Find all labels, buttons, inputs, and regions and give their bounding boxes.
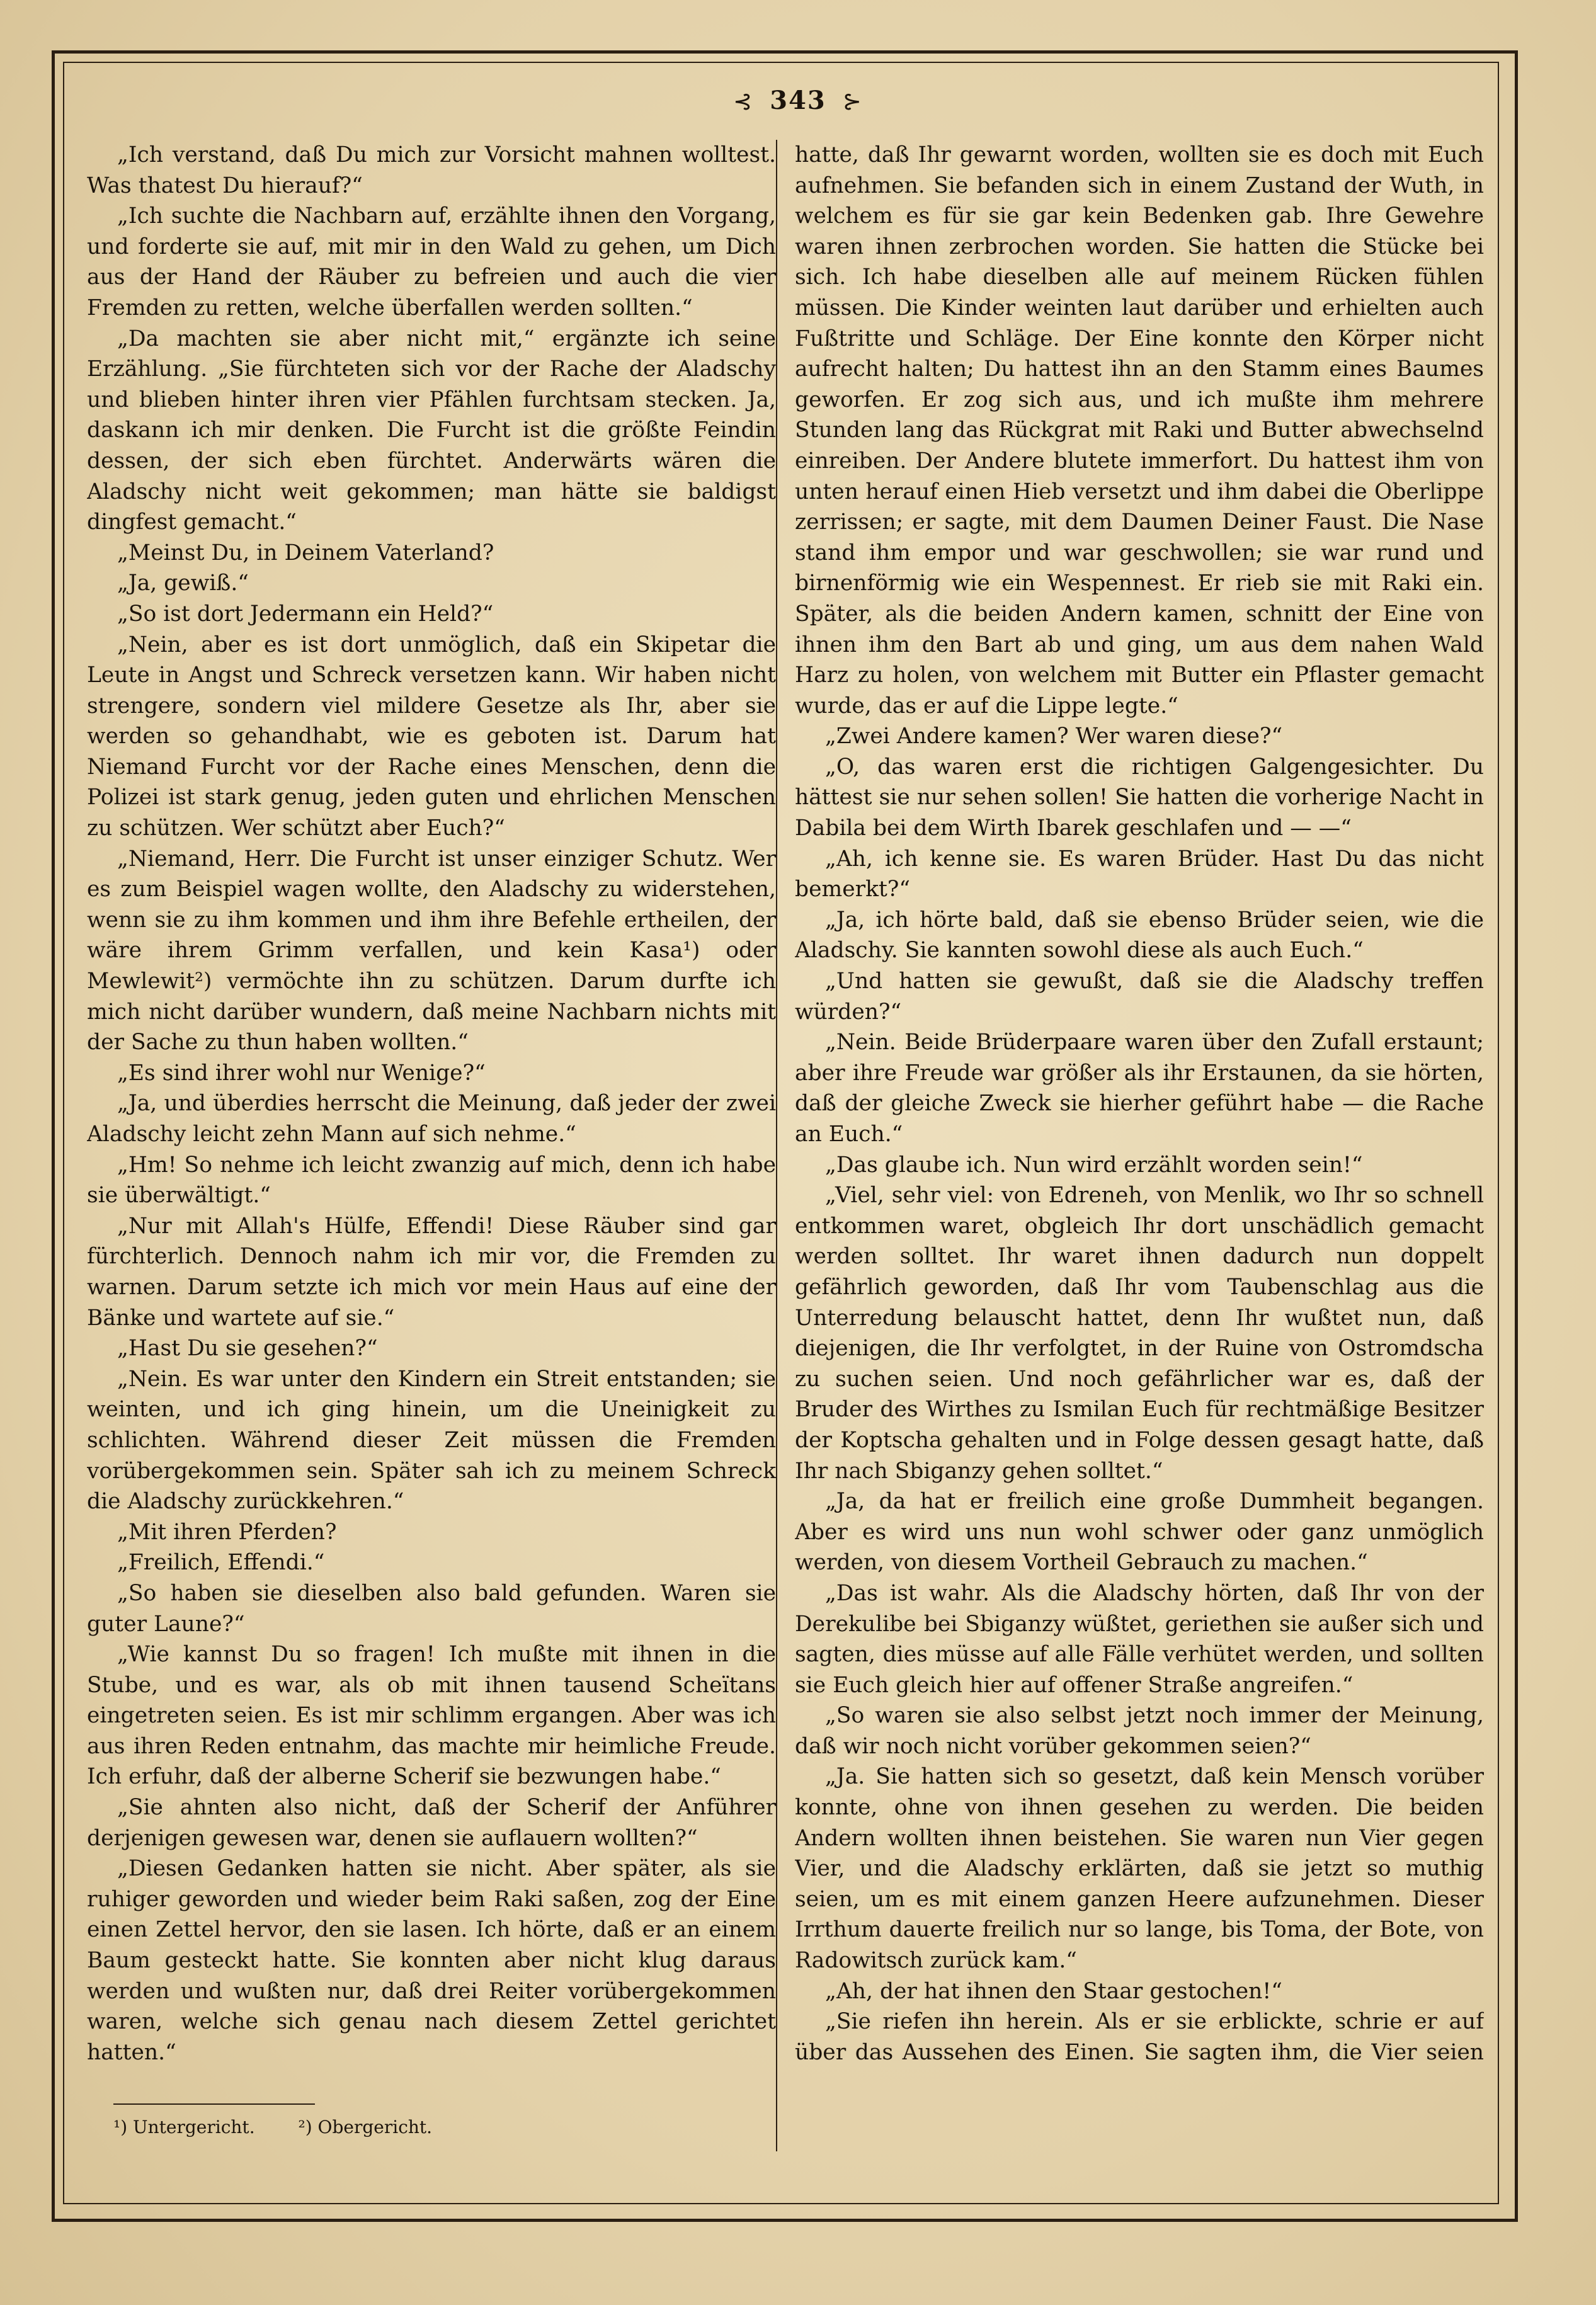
paragraph: „Zwei Andere kamen? Wer waren diese?“ bbox=[825, 724, 1283, 749]
paragraph: „Hm! So nehme ich leicht zwanzig auf mich, denn ich habe sie überwältigt.“ bbox=[87, 1152, 776, 1209]
page-number: 343 bbox=[770, 86, 826, 115]
paragraph: „Niemand, Herr. Die Furcht ist unser einziger Schutz. Wer es zum Beispiel wagen wollte, den Aladschy zu widerstehen, wenn sie zu ihm kommen und ihm ihre Befehle ertheilen, der wäre ihrem Grimm verfallen, und kein Kasa¹) oder Mewlewit²) vermöchte ihn zu schützen. Darum durfte ich mich nicht darüber wundern, daß meine Nachbarn nichts mit der Sache zu thun haben wollten.“ bbox=[87, 846, 776, 1056]
ornament-right-icon: ⊱ bbox=[842, 89, 863, 115]
paragraph: „Ah, der hat ihnen den Staar gestochen!“ bbox=[825, 1978, 1282, 2004]
paragraph: „Das glaube ich. Nun wird erzählt worden sein!“ bbox=[825, 1152, 1363, 1178]
right-column bbox=[795, 140, 1484, 2067]
paragraph: „Ja, gewiß.“ bbox=[117, 571, 249, 596]
paragraph: „Ja, da hat er freilich eine große Dummheit begangen. Aber es wird uns nun wohl schwer oder ganz unmöglich werden, von diesem Vortheil Gebrauch zu machen.“ bbox=[795, 1489, 1484, 1576]
paragraph: „Sie ahnten also nicht, daß der Scherif der Anführer derjenigen gewesen war, denen sie auflauern wollten?“ bbox=[87, 1795, 776, 1851]
paragraph: „So haben sie dieselben also bald gefunden. Waren sie guter Laune?“ bbox=[87, 1580, 776, 1637]
paragraph: „Ja. Sie hatten sich so gesetzt, daß kein Mensch vorüber konnte, ohne von ihnen gesehen zu werden. Die beiden Andern wollten ihnen beistehen. Sie waren nun Vier gegen Vier, und die Aladschy erklärten, daß sie jetzt so muthig seien, um es mit einem ganzen Heere aufzunehmen. Dieser Irrthum dauerte freilich nur so lange, bis Toma, der Bote, von Radowitsch zurück kam.“ bbox=[795, 1764, 1484, 1974]
paragraph: „Sie riefen ihn herein. Als er sie erblickte, schrie er auf über das Aussehen des Einen. Sie sagten ihm, die Vier seien bbox=[795, 2009, 1484, 2065]
paragraph: „Und hatten sie gewußt, daß sie die Aladschy treffen würden?“ bbox=[795, 969, 1484, 1025]
footnote-2: ²) Obergericht. bbox=[298, 2117, 433, 2137]
ornament-left-icon: ⊰ bbox=[733, 89, 754, 115]
page-header bbox=[0, 86, 1596, 115]
paragraph: „O, das waren erst die richtigen Galgengesichter. Du hättest sie nur sehen sollen! Sie hatten die vorherige Nacht in Dabila bei dem Wirth Ibarek geschlafen und — —“ bbox=[795, 754, 1484, 841]
paragraph: „Ja, ich hörte bald, daß sie ebenso Brüder seien, wie die Aladschy. Sie kannten sowohl diese als auch Euch.“ bbox=[795, 907, 1484, 964]
paragraph: „Viel, sehr viel: von Edreneh, von Menlik, wo Ihr so schnell entkommen waret, obgleich Ihr dort unschädlich gemacht werden solltet. Ihr waret ihnen dadurch nun doppelt gefährlich geworden, daß Ihr vom Taubenschlag aus die Unterredung belauscht hattet, denn Ihr wußtet nun, daß diejenigen, die Ihr verfolgtet, in der Ruine von Ostromdscha zu suchen seien. Und noch gefährlicher war es, daß der Bruder des Wirthes zu Ismilan Euch für rechtmäßige Besitzer der Koptscha gehalten und in Folge dessen gesagt hatte, daß Ihr nach Sbiganzy gehen solltet.“ bbox=[795, 1183, 1484, 1484]
footnote-rule bbox=[113, 2103, 315, 2105]
paragraph: „Freilich, Effendi.“ bbox=[117, 1550, 325, 1576]
paragraph: „Ich verstand, daß Du mich zur Vorsicht mahnen wolltest. Was thatest Du hierauf?“ bbox=[87, 142, 776, 198]
paragraph: „Nein. Es war unter den Kindern ein Streit entstanden; sie weinten, und ich ging hinein, um die Uneinigkeit zu schlichten. Während dieser Zeit müssen die Fremden vorübergekommen sein. Später sah ich zu meinem Schreck die Aladschy zurückkehren.“ bbox=[87, 1366, 776, 1515]
paragraph: „Nur mit Allah's Hülfe, Effendi! Diese Räuber sind gar fürchterlich. Dennoch nahm ich mir vor, die Fremden zu warnen. Darum setzte ich mich vor mein Haus auf eine der Bänke und wartete auf sie.“ bbox=[87, 1213, 776, 1331]
paragraph: „Nein, aber es ist dort unmöglich, daß ein Skipetar die Leute in Angst und Schreck versetzen kann. Wir haben nicht strengere, sondern viel mildere Gesetze als Ihr, aber sie werden so gehandhabt, wie es geboten ist. Darum hat Niemand Furcht vor der Rache eines Menschen, denn die Polizei ist stark genug, jeden guten und ehrlichen Menschen zu schützen. Wer schützt aber Euch?“ bbox=[87, 632, 776, 841]
paragraph: „Nein. Beide Brüderpaare waren über den Zufall erstaunt; aber ihre Freude war größer als ihr Erstaunen, da sie hörten, daß der gleiche Zweck sie hierher geführt habe — die Rache an Euch.“ bbox=[795, 1030, 1484, 1147]
paragraph: „So ist dort Jedermann ein Held?“ bbox=[117, 601, 494, 627]
paragraph: „Ah, ich kenne sie. Es waren Brüder. Hast Du das nicht bemerkt?“ bbox=[795, 846, 1484, 902]
footnote-1: ¹) Untergericht. bbox=[113, 2117, 255, 2137]
paragraph: „Ich suchte die Nachbarn auf, erzählte ihnen den Vorgang, und forderte sie auf, mit mir in den Wald zu gehen, um Dich aus der Hand der Räuber zu befreien und auch die vier Fremden zu retten, welche überfallen werden sollten.“ bbox=[87, 203, 776, 321]
paragraph: „Diesen Gedanken hatten sie nicht. Aber später, als sie ruhiger geworden und wieder beim Raki saßen, zog der Eine einen Zettel hervor, den sie lasen. Ich hörte, daß er an einem Baum gesteckt hatte. Sie konnten aber nicht klug daraus werden und wußten nur, daß drei Reiter vorübergekommen waren, welche sich genau nach diesem Zettel gerichtet hatten.“ bbox=[87, 1856, 776, 2065]
column-divider bbox=[776, 140, 777, 2151]
paragraph: „Wie kannst Du so fragen! Ich mußte mit ihnen in die Stube, und es war, als ob mit ihnen tausend Scheïtans eingetreten seien. Es ist mir schlimm ergangen. Aber was ich aus ihren Reden entnahm, das machte mir heimliche Freude. Ich erfuhr, daß der alberne Scherif sie bezwungen habe.“ bbox=[87, 1642, 776, 1790]
paragraph: „Meinst Du, in Deinem Vaterland? bbox=[117, 540, 494, 566]
paragraph: hatte, daß Ihr gewarnt worden, wollten sie es doch mit Euch aufnehmen. Sie befanden sich in einem Zustand der Wuth, in welchem es für sie gar kein Bedenken gab. Ihre Gewehre waren ihnen zerbrochen worden. Sie hatten die Stücke bei sich. Ich habe dieselben alle auf meinem Rücken fühlen müssen. Die Kinder weinten laut darüber und erhielten auch Fußtritte und Schläge. Der Eine konnte den Körper nicht aufrecht halten; Du hattest ihn an den Stamm eines Baumes geworfen. Er zog sich aus, und ich mußte ihm mehrere Stunden lang das Rückgrat mit Raki und Butter abwechselnd einreiben. Der Andere blutete immerfort. Du hattest ihm von unten herauf einen Hieb versetzt und ihm dabei die Oberlippe zerrissen; er sagte, mit dem Daumen Deiner Faust. Die Nase stand ihm empor und war geschwollen; sie war rund und birnenförmig wie ein Wespennest. Er rieb sie mit Raki ein. Später, als die beiden Andern kamen, schnitt der Eine von ihnen ihm den Bart ab und ging, um aus dem nahen Wald Harz zu holen, von welchem mit Butter ein Pflaster gemacht wurde, das er auf die Lippe legte.“ bbox=[795, 142, 1484, 719]
paragraph: „Es sind ihrer wohl nur Wenige?“ bbox=[117, 1060, 486, 1086]
paragraph: „Ja, und überdies herrscht die Meinung, daß jeder der zwei Aladschy leicht zehn Mann auf sich nehme.“ bbox=[87, 1091, 776, 1147]
left-column bbox=[87, 140, 776, 2067]
footnotes bbox=[113, 2115, 743, 2140]
paragraph: „Hast Du sie gesehen?“ bbox=[117, 1336, 378, 1362]
paragraph: „Mit ihren Pferden? bbox=[117, 1519, 337, 1545]
paragraph: „Das ist wahr. Als die Aladschy hörten, daß Ihr von der Derekulibe bei Sbiganzy wüßtet, geriethen sie außer sich und sagten, dies müsse auf alle Fälle verhütet werden, und sollten sie Euch gleich hier auf offener Straße angreifen.“ bbox=[795, 1580, 1484, 1698]
paragraph: „So waren sie also selbst jetzt noch immer der Meinung, daß wir noch nicht vorüber gekommen seien?“ bbox=[795, 1703, 1484, 1759]
paragraph: „Da machten sie aber nicht mit,“ ergänzte ich seine Erzählung. „Sie fürchteten sich vor der Rache der Aladschy und blieben hinter ihren vier Pfählen furchtsam stecken. Ja, daskann ich mir denken. Die Furcht ist die größte Feindin dessen, der sich eben fürchtet. Anderwärts wären die Aladschy nicht weit gekommen; man hätte sie baldigst dingfest gemacht.“ bbox=[87, 326, 776, 535]
